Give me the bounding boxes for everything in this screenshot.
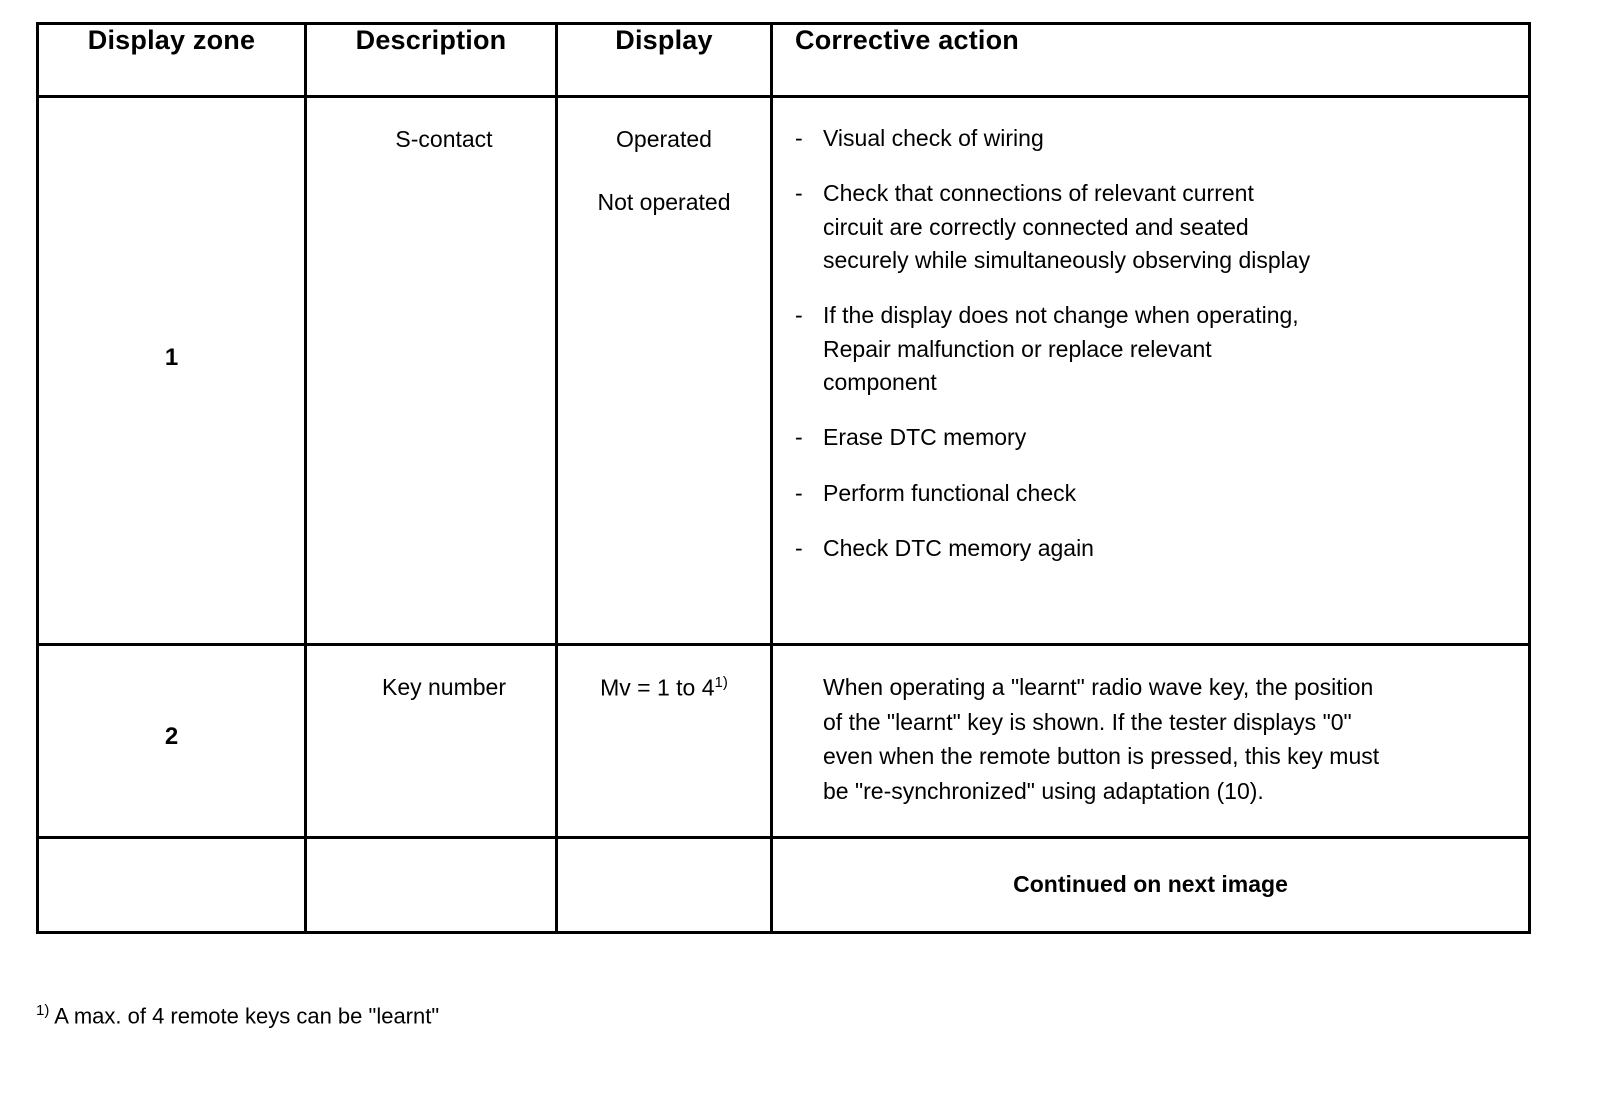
dash-bullet-icon: -: [795, 180, 803, 207]
list-item-body: [823, 122, 1518, 155]
cell-display-1: [557, 97, 772, 645]
display-value-operated: Operated: [616, 126, 712, 152]
list-item: [795, 299, 1518, 399]
dash-bullet-icon: -: [795, 479, 803, 506]
column-header-display-label: Display: [615, 25, 713, 55]
list-item: [795, 122, 1518, 155]
cell-empty-display: [557, 838, 772, 933]
column-header-description: [306, 24, 557, 97]
corrective-action-paragraph: [773, 646, 1528, 818]
diagnostics-table: [36, 22, 1531, 934]
cell-continued-note: [772, 838, 1530, 933]
list-item-line: component: [823, 369, 937, 396]
list-item-line: Visual check of wiring: [823, 125, 1044, 151]
column-header-corrective-action: [772, 24, 1530, 97]
dash-bullet-icon: -: [795, 424, 803, 451]
column-header-display-zone: [38, 24, 306, 97]
description-text: S-contact: [395, 126, 493, 152]
footnote: [36, 1002, 439, 1029]
display-zone-number: 2: [164, 723, 179, 750]
list-item-line: Check that connections of relevant current: [823, 180, 1254, 207]
column-header-corrective-action-label: Corrective action: [795, 25, 1019, 55]
display-zone-number: 1: [164, 344, 179, 371]
list-item-line: Repair malfunction or replace relevant: [823, 335, 1212, 362]
list-item-line: Perform functional check: [823, 479, 1077, 506]
paragraph-line: of the "learnt" key is shown. If the tester displays "0": [823, 708, 1352, 735]
continued-note-text: Continued on next image: [1013, 871, 1288, 897]
table-header-row: [38, 24, 1530, 97]
cell-empty-zone: [38, 838, 306, 933]
list-item-body: [823, 177, 1518, 277]
list-item: [795, 477, 1518, 510]
cell-display-2: [557, 645, 772, 838]
paragraph-line: When operating a "learnt" radio wave key, the position: [823, 674, 1374, 700]
list-item-line: Check DTC memory again: [823, 535, 1094, 562]
cell-corrective-action-1: [772, 97, 1530, 645]
paragraph-line: be "re-synchronized" using adaptation (10).: [823, 777, 1264, 804]
list-item-body: [823, 421, 1518, 454]
column-header-description-label: Description: [355, 25, 507, 55]
cell-display-zone-1: [38, 97, 306, 645]
corrective-action-list: [773, 98, 1528, 597]
list-item-line: If the display does not change when operating,: [823, 302, 1299, 329]
footnote-marker: 1): [714, 674, 728, 691]
list-item: [795, 421, 1518, 454]
list-item-body: [823, 532, 1518, 565]
list-item-line: securely while simultaneously observing display: [823, 247, 1311, 274]
table-row: [38, 97, 1530, 645]
cell-description-1: [306, 97, 557, 645]
list-item-line: Erase DTC memory: [823, 424, 1027, 451]
table-row-continued: [38, 838, 1530, 933]
list-item-body: [823, 477, 1518, 510]
cell-corrective-action-2: [772, 645, 1530, 838]
cell-empty-description: [306, 838, 557, 933]
list-item-body: [823, 299, 1518, 399]
list-item: [795, 532, 1518, 565]
cell-description-2: [306, 645, 557, 838]
list-item: [795, 177, 1518, 277]
paragraph-line: even when the remote button is pressed, this key must: [823, 743, 1380, 769]
dash-bullet-icon: -: [795, 535, 803, 562]
dash-bullet-icon: -: [795, 302, 803, 329]
column-header-display-zone-label: Display zone: [87, 25, 256, 55]
display-value-text: Mv = 1 to 4: [600, 674, 715, 701]
display-value-not-operated: Not operated: [597, 189, 731, 215]
table-row: [38, 645, 1530, 838]
dash-bullet-icon: -: [795, 125, 803, 151]
footnote-text: A max. of 4 remote keys can be "learnt": [54, 1003, 440, 1029]
footnote-marker: 1): [36, 1002, 50, 1019]
cell-display-zone-2: [38, 645, 306, 838]
description-text: Key number: [381, 674, 506, 700]
column-header-display: [557, 24, 772, 97]
list-item-line: circuit are correctly connected and seated: [823, 213, 1249, 240]
display-value-key-number: [558, 646, 770, 702]
